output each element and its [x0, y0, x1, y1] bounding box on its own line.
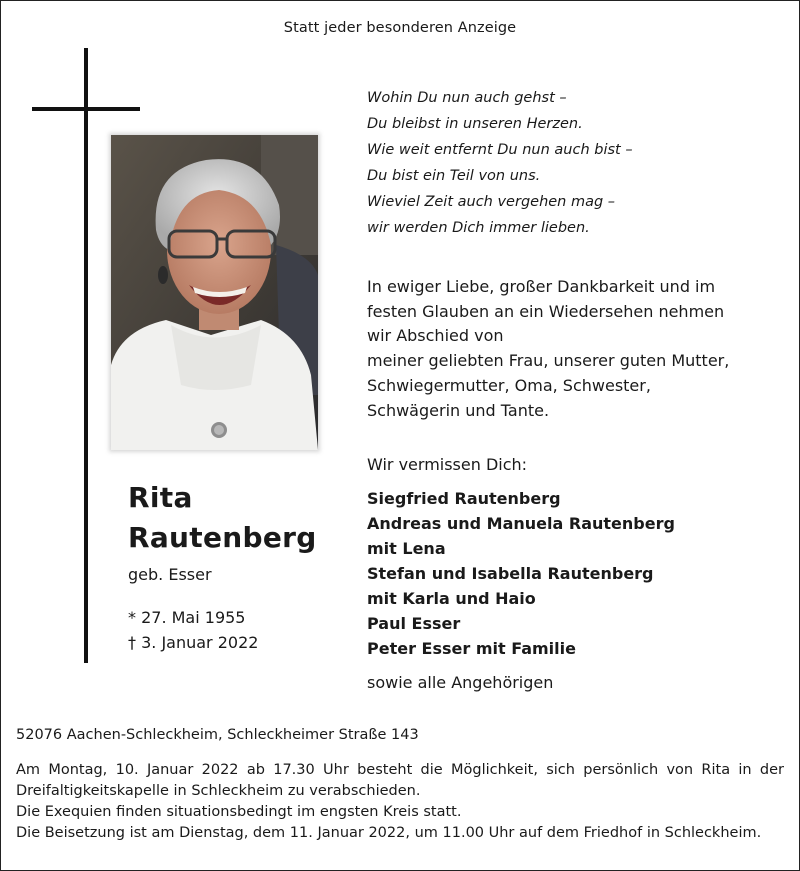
- portrait-illustration: [111, 135, 318, 450]
- cross-horizontal-bar: [32, 107, 140, 111]
- farewell-line: wir Abschied von: [367, 326, 504, 346]
- poem-line: Wie weit entfernt Du nun auch bist –: [367, 142, 633, 158]
- family-member: mit Karla und Haio: [367, 589, 536, 608]
- family-member: Andreas und Manuela Rautenberg: [367, 514, 675, 533]
- poem-line: Du bist ein Teil von uns.: [367, 168, 541, 184]
- family-list: [367, 486, 675, 661]
- family-member: Siegfried Rautenberg: [367, 489, 561, 508]
- farewell-line: meiner geliebten Frau, unserer guten Mutter,: [367, 351, 730, 371]
- poem-line: Wieviel Zeit auch vergehen mag –: [367, 194, 616, 210]
- family-member: Peter Esser mit Familie: [367, 639, 576, 658]
- farewell-text: [367, 275, 729, 423]
- cross-vertical-bar: [84, 48, 88, 663]
- farewell-viewing-info: Am Montag, 10. Januar 2022 ab 17.30 Uhr besteht die Möglichkeit, sich persönlich von Rita in der Dreifaltigkeitskapelle in Schleckheim zu verabschieden.: [16, 762, 784, 799]
- maiden-name: geb. Esser: [128, 565, 212, 584]
- last-name: Rautenberg: [128, 521, 317, 554]
- header-notice: Statt jeder besonderen Anzeige: [283, 20, 517, 36]
- death-date: † 3. Januar 2022: [128, 633, 259, 652]
- exequies-info: Die Exequien finden situationsbedingt im engsten Kreis statt.: [16, 804, 462, 820]
- farewell-line: Schwiegermutter, Oma, Schwester,: [367, 375, 651, 395]
- farewell-line: Schwägerin und Tante.: [367, 400, 550, 420]
- service-details: [16, 760, 784, 844]
- family-member: Paul Esser: [367, 614, 461, 633]
- farewell-line: In ewiger Liebe, großer Dankbarkeit und im: [367, 277, 716, 296]
- deceased-name: [128, 478, 317, 558]
- farewell-line: festen Glauben an ein Wiedersehen nehmen: [367, 301, 725, 321]
- family-member: Stefan und Isabella Rautenberg: [367, 564, 654, 583]
- life-dates: [128, 605, 258, 655]
- address: 52076 Aachen-Schleckheim, Schleckheimer Straße 143: [16, 727, 419, 743]
- portrait-photo: [111, 135, 318, 450]
- relatives-note: sowie alle Angehörigen: [367, 673, 554, 692]
- family-member: mit Lena: [367, 539, 446, 558]
- birth-date: * 27. Mai 1955: [128, 608, 246, 627]
- poem-line: Wohin Du nun auch gehst –: [367, 90, 567, 106]
- poem-line: Du bleibst in unseren Herzen.: [367, 116, 583, 132]
- burial-info: Die Beisetzung ist am Dienstag, dem 11. Januar 2022, um 11.00 Uhr auf dem Friedhof in Schleckheim.: [16, 825, 762, 841]
- poem-line: wir werden Dich immer lieben.: [367, 220, 590, 236]
- poem: [367, 85, 633, 241]
- mourners-intro: Wir vermissen Dich:: [367, 455, 528, 474]
- first-name: Rita: [128, 481, 193, 514]
